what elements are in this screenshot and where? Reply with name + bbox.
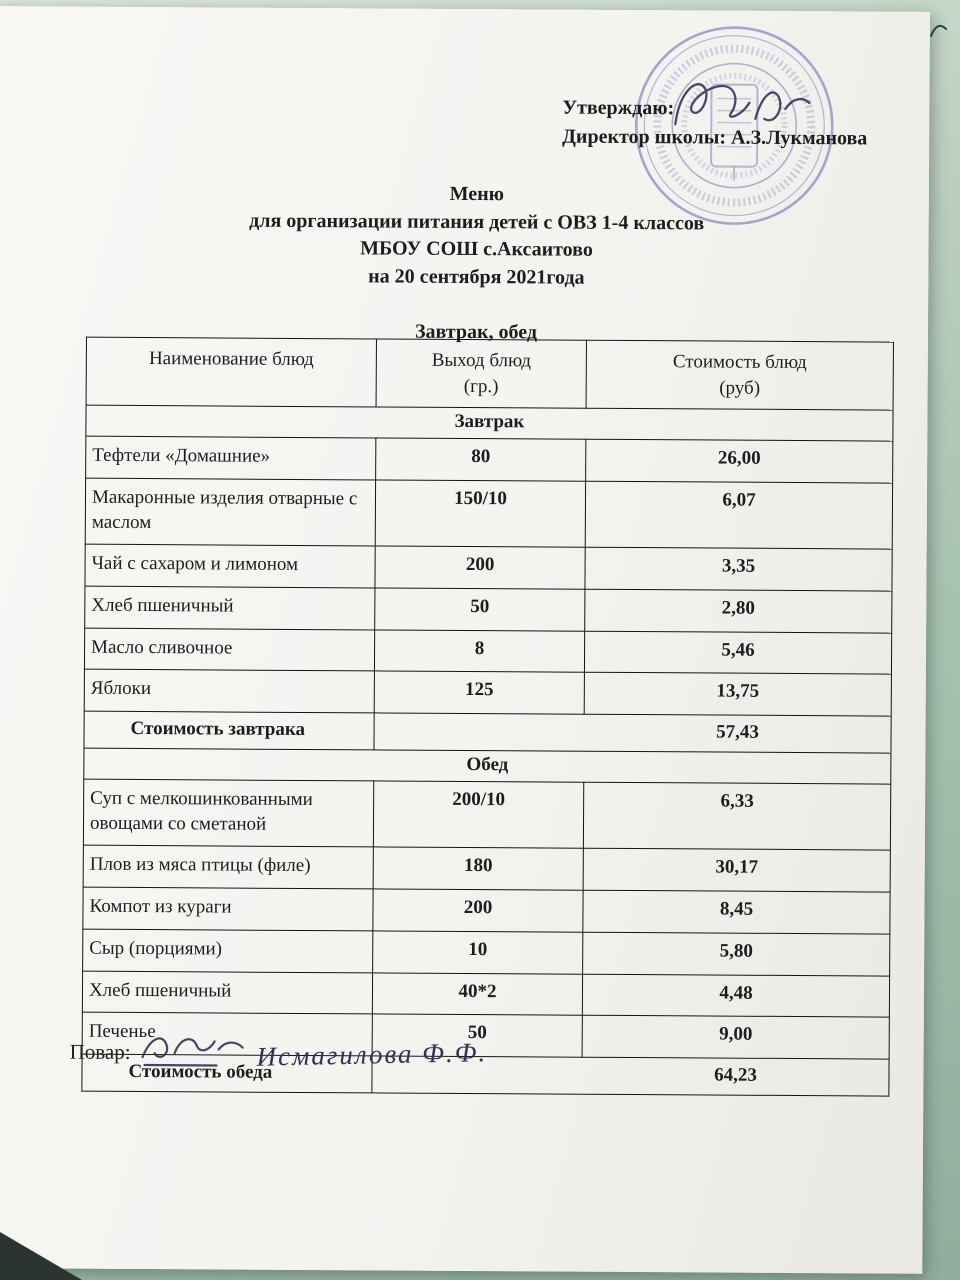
col-header-price-line1: Стоимость блюд (672, 351, 807, 374)
table-row (83, 846, 890, 893)
table-row (83, 887, 890, 934)
dish-name: Макаронные изделия отварные с маслом (85, 478, 375, 546)
dish-name: Хлеб пшеничный (82, 971, 372, 1014)
dish-name: Тефтели «Домашние» (86, 436, 376, 479)
dish-output: 200 (375, 546, 585, 589)
dish-price: 5,80 (583, 932, 890, 976)
total-value-breakfast: 57,43 (374, 713, 891, 753)
dish-name: Сыр (порциями) (83, 929, 373, 972)
total-value-lunch: 64,23 (372, 1056, 889, 1096)
dish-name: Масло сливочное (84, 628, 374, 671)
dish-name: Яблоки (84, 670, 374, 713)
col-header-out-line2: (гр.) (463, 375, 499, 397)
dish-price: 30,17 (583, 849, 890, 893)
table-row (85, 586, 892, 633)
cook-label: Повар: (69, 1039, 131, 1064)
menu-title-line2: для организации питания детей с ОВЗ 1-4 классов (249, 209, 705, 235)
total-row-breakfast (84, 711, 891, 753)
dish-price: 6,33 (583, 782, 890, 850)
director-line: Директор школы: А.З.Лукманова (562, 125, 868, 150)
dish-name: Компот из кураги (83, 887, 373, 930)
dish-price: 6,07 (585, 481, 892, 549)
dish-name: Чай с сахаром и лимоном (85, 545, 375, 588)
dish-name: Хлеб пшеничный (85, 586, 375, 629)
col-header-price (586, 340, 893, 410)
dish-price: 5,46 (584, 631, 891, 675)
dish-output: 200/10 (373, 781, 583, 849)
dish-output: 50 (372, 1014, 582, 1057)
table-row (82, 971, 889, 1018)
dish-output: 8 (374, 630, 584, 673)
table-row (85, 545, 892, 592)
pen-corner-mark (928, 20, 950, 42)
dish-price: 26,00 (586, 440, 893, 484)
dish-output: 10 (373, 931, 583, 974)
section-row-breakfast (86, 405, 893, 441)
total-label-breakfast: Стоимость завтрака (84, 711, 374, 750)
cook-signature-name: Исмагилова Ф.Ф. (256, 1037, 488, 1072)
table-row (85, 478, 892, 549)
director-signature (665, 72, 815, 137)
dish-price: 2,80 (585, 589, 892, 633)
menu-table (81, 337, 894, 1097)
dish-output: 150/10 (375, 480, 585, 548)
menu-title-line3: МБОУ СОШ с.Аксаитово (360, 237, 593, 261)
table-row (83, 929, 890, 976)
dish-output: 40*2 (372, 972, 582, 1015)
menu-title-line4: на 20 сентября 2021года (368, 265, 585, 289)
table-header-row (86, 337, 893, 410)
table-row (86, 436, 893, 483)
dish-name: Плов из мяса птицы (филе) (83, 846, 373, 889)
table-corner-shadow (0, 1232, 82, 1280)
col-header-price-line2: (руб) (719, 377, 761, 399)
dish-output: 80 (376, 438, 586, 481)
menu-title: Меню (449, 182, 505, 206)
dish-price: 8,45 (583, 890, 890, 934)
cook-scribble-signature (136, 1025, 252, 1074)
dish-price: 3,35 (585, 548, 892, 592)
dish-price: 13,75 (584, 673, 891, 717)
table-row (84, 628, 891, 675)
dish-price: 4,48 (582, 974, 889, 1018)
section-title-breakfast: Завтрак (86, 405, 893, 441)
dish-output: 125 (374, 671, 584, 714)
col-header-out (376, 339, 586, 409)
table-row (83, 779, 890, 850)
approve-label: Утверждаю: (562, 96, 675, 120)
dish-name: Печенье (82, 1012, 372, 1055)
dish-name: Суп с мелкошинкованными овощами со сметаной (83, 779, 373, 847)
table-row (84, 670, 891, 717)
dish-output: 50 (375, 588, 585, 631)
col-header-name: Наименование блюд (86, 337, 376, 407)
menu-title-block (21, 178, 932, 350)
col-header-out-line1: Выход блюд (431, 349, 531, 372)
dish-output: 200 (373, 889, 583, 932)
section-row-lunch (84, 748, 891, 784)
cook-signature-line (69, 1025, 487, 1074)
paper-sheet (0, 6, 930, 1274)
dish-output: 180 (373, 847, 583, 890)
section-title-lunch: Обед (84, 748, 891, 784)
total-label-lunch: Стоимость обеда (82, 1054, 372, 1093)
dish-price: 9,00 (582, 1015, 889, 1059)
menu-subtitle: Завтрак, обед (414, 321, 538, 344)
